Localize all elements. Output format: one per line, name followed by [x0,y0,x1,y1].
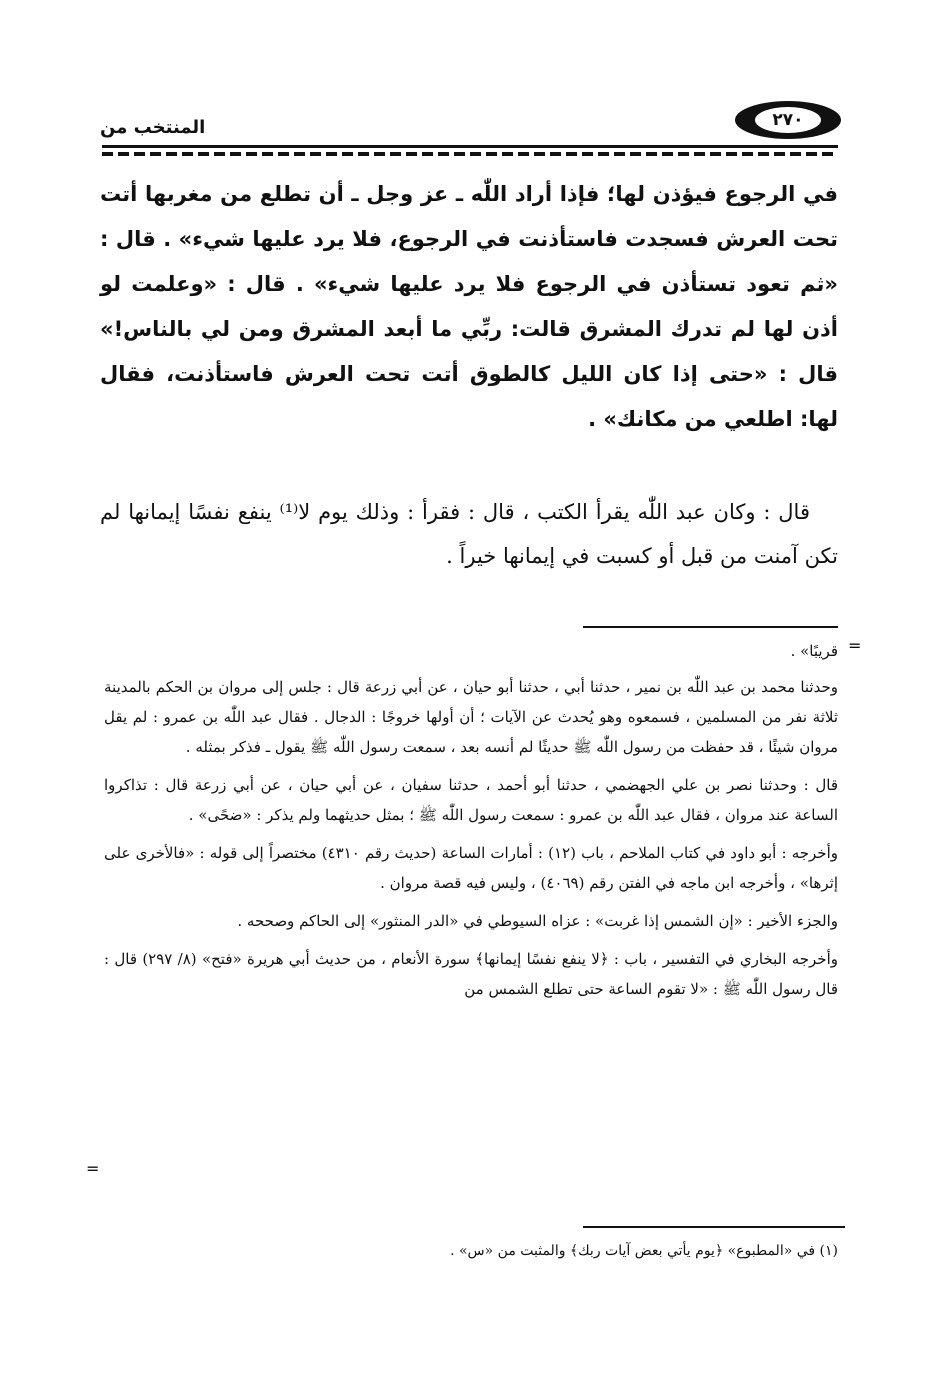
main-paragraph-2: قال : وكان عبد اللّٰه يقرأ الكتب ، قال : فقرأ : وذلك يوم لا⁽¹⁾ ينفع نفسًا إيمانها لم تكن آمنت من قبل أو كسبت في إيمانها خيراً . [100,500,838,568]
note-item: وأخرجه : أبو داود في كتاب الملاحم ، باب (١٢) : أمارات الساعة (حديث رقم ٤٣١٠) مختصراً إلى قوله : «فالأخرى على إثرها» ، وأخرجه ابن ماجه في الفتن رقم (٤٠٦٩) ، وليس فيه قصة مروان . [104,844,838,892]
page-number: ٢٧٠ [755,107,821,133]
header-rule [102,145,838,148]
note-item: وحدثنا محمد بن عبد اللّٰه بن نمير ، حدثنا أبي ، حدثنا أبو حيان ، عن أبي زرعة قال : جلس إلى مروان بن الحكم بالمدينة ثلاثة نفر من المسلمين ، فسمعوه وهو يُحدث عن الآيات ؛ أن أولها خروجًا : الدجال . فقال عبد اللّٰه بن عمرو : لم يقل مروان شيئًا ، قد حفظت من رسول اللّٰه ﷺ حديثًا لم أنسه بعد ، سمعت رسول اللّٰه ﷺ يقول ـ فذكر بمثله . [104,678,838,756]
notes-divider [583,626,838,628]
note-item: وأخرجه البخاري في التفسير ، باب : ﴿لا ينفع نفسًا إيمانها﴾ سورة الأنعام ، من حديث أبي هريرة «فتح» (٨/ ٢٩٧) قال : قال رسول اللّٰه ﷺ : «لا تقوم الساعة حتى تطلع الشمس من [104,950,838,998]
note-item: قريبًا» . [790,642,838,660]
running-title: المنتخب من [100,117,206,138]
page-number-badge [735,101,841,139]
continuation-mark-end: = [86,1159,100,1178]
footnote-divider [583,1226,845,1228]
header-dashed-rule [102,152,838,156]
note-item: قال : وحدثنا نصر بن علي الجهضمي ، حدثنا أبو أحمد ، حدثنا سفيان ، عن أبي حيان ، عن أبي زرعة قال : تذاكروا الساعة عند مروان ، فقال عبد اللّٰه بن عمرو : سمعت رسول اللّٰه ﷺ ؛ بمثل حديثهما ولم يذكر : «ضحًى» . [104,776,838,824]
main-paragraph-1: في الرجوع فيؤذن لها؛ فإذا أراد اللّٰه ـ عز وجل ـ أن تطلع من مغربها أتت تحت العرش فسجدت فاستأذنت في الرجوع، فلا يرد عليها شيء» . قال : «ثم تعود تستأذن في الرجوع فلا يرد عليها شيء» . قال : «وعلمت لو أذن لها لم تدرك المشرق قالت: ربِّي ما أبعد المشرق ومن لي بالناس!» قال : «حتى إذا كان الليل كالطوق أتت تحت العرش فاستأذنت، فقال لها: اطلعي من مكانك» . [100,182,838,431]
footnote: (١) في «المطبوع» ﴿يوم يأتي بعض آيات ربك﴾ والمثبت من «س» . [450,1243,838,1259]
commentary-notes [104,636,838,1012]
note-item: والجزء الأخير : «إن الشمس إذا غربت» : عزاه السيوطي في «الدر المنثور» إلى الحاكم وصححه . [237,912,838,930]
continuation-mark: = [848,636,862,655]
